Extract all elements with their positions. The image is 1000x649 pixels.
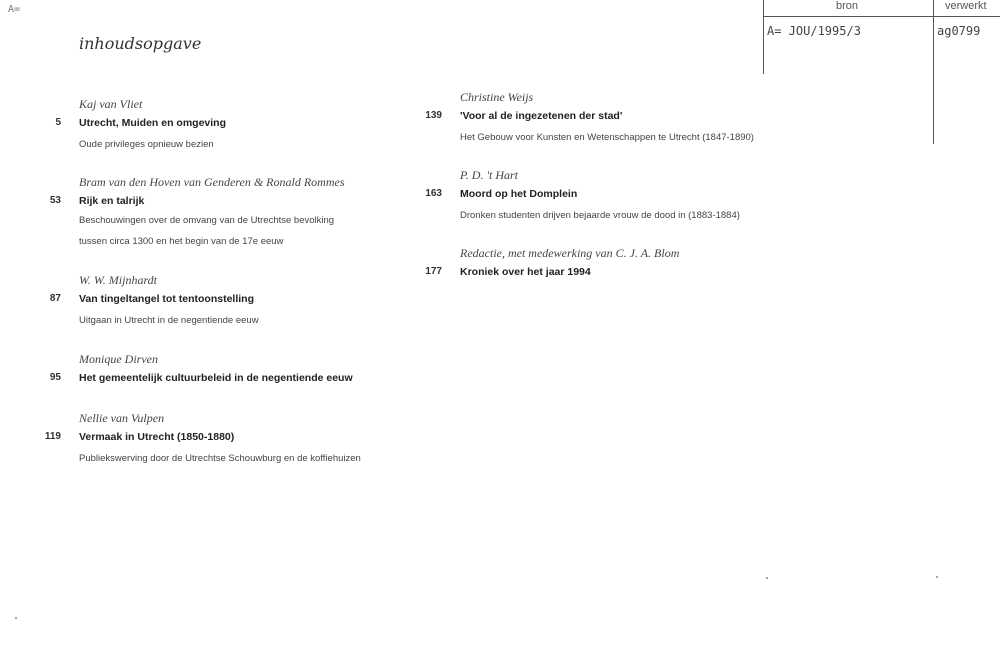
entry-page-number: 163 bbox=[425, 188, 442, 199]
entry-subtitle: Het Gebouw voor Kunsten en Wetenschappen te Utrecht (1847-1890) bbox=[460, 132, 754, 143]
entry-author: Monique Dirven bbox=[79, 352, 158, 366]
entry-page-number: 53 bbox=[49, 195, 61, 206]
stamp-rule-horizontal bbox=[764, 16, 1000, 17]
entry-title: Het gemeentelijk cultuurbeleid in de negentiende eeuw bbox=[79, 372, 353, 384]
entry-subtitle: Uitgaan in Utrecht in de negentiende eeuw bbox=[79, 315, 259, 326]
scan-speck bbox=[936, 576, 938, 578]
entry-page-number: 139 bbox=[425, 110, 442, 121]
entry-title: 'Voor al de ingezetenen der stad' bbox=[460, 110, 623, 122]
entry-page-number: 87 bbox=[49, 293, 61, 304]
entry-subtitle-line-1: Beschouwingen over de omvang van de Utrechtse bevolking bbox=[79, 215, 335, 226]
entry-author: Bram van den Hoven van Genderen & Ronald Rommes bbox=[79, 175, 345, 189]
entry-author: Redactie, met medewerking van C. J. A. Blom bbox=[460, 246, 680, 260]
stamp-verwerkt-value: ag0799 bbox=[937, 24, 981, 38]
entry-page-number: 177 bbox=[425, 266, 442, 277]
stamp-verwerkt-header: verwerkt bbox=[945, 0, 987, 12]
stamp-rule-middle bbox=[933, 0, 934, 144]
entry-title: Utrecht, Muiden en omgeving bbox=[79, 117, 227, 129]
entry-title: Moord op het Domplein bbox=[460, 188, 578, 200]
entry-author: W. W. Mijnhardt bbox=[79, 273, 158, 287]
entry-title: Van tingeltangel tot tentoonstelling bbox=[79, 293, 254, 305]
entry-subtitle: Oude privileges opnieuw bezien bbox=[79, 139, 214, 150]
entry-subtitle: Dronken studenten drijven bejaarde vrouw de dood in (1883-1884) bbox=[460, 210, 740, 221]
entry-title: Rijk en talrijk bbox=[79, 195, 145, 207]
entry-title: Vermaak in Utrecht (1850-1880) bbox=[79, 431, 235, 443]
scan-speck bbox=[15, 617, 17, 619]
entry-page-number: 95 bbox=[49, 372, 61, 383]
scan-speck bbox=[766, 577, 768, 579]
entry-page-number: 119 bbox=[44, 431, 61, 442]
corner-mark: A= bbox=[8, 4, 21, 15]
stamp-bron-header: bron bbox=[836, 0, 859, 12]
entry-author: P. D. 't Hart bbox=[460, 168, 519, 182]
entry-title: Kroniek over het jaar 1994 bbox=[460, 266, 591, 278]
entry-author: Nellie van Vulpen bbox=[79, 411, 165, 425]
stamp-bron-value: A= JOU/1995/3 bbox=[767, 24, 861, 38]
entry-author: Christine Weijs bbox=[460, 90, 534, 104]
entry-subtitle: Publiekswerving door de Utrechtse Schouwburg en de koffiehuizen bbox=[79, 453, 361, 464]
stamp-rule-left bbox=[763, 0, 764, 74]
entry-author: Kaj van Vliet bbox=[79, 97, 143, 111]
entry-page-number: 5 bbox=[55, 117, 61, 128]
toc-title: inhoudsopgave bbox=[79, 34, 202, 53]
entry-subtitle-line-2: tussen circa 1300 en het begin van de 17e eeuw bbox=[79, 236, 284, 247]
